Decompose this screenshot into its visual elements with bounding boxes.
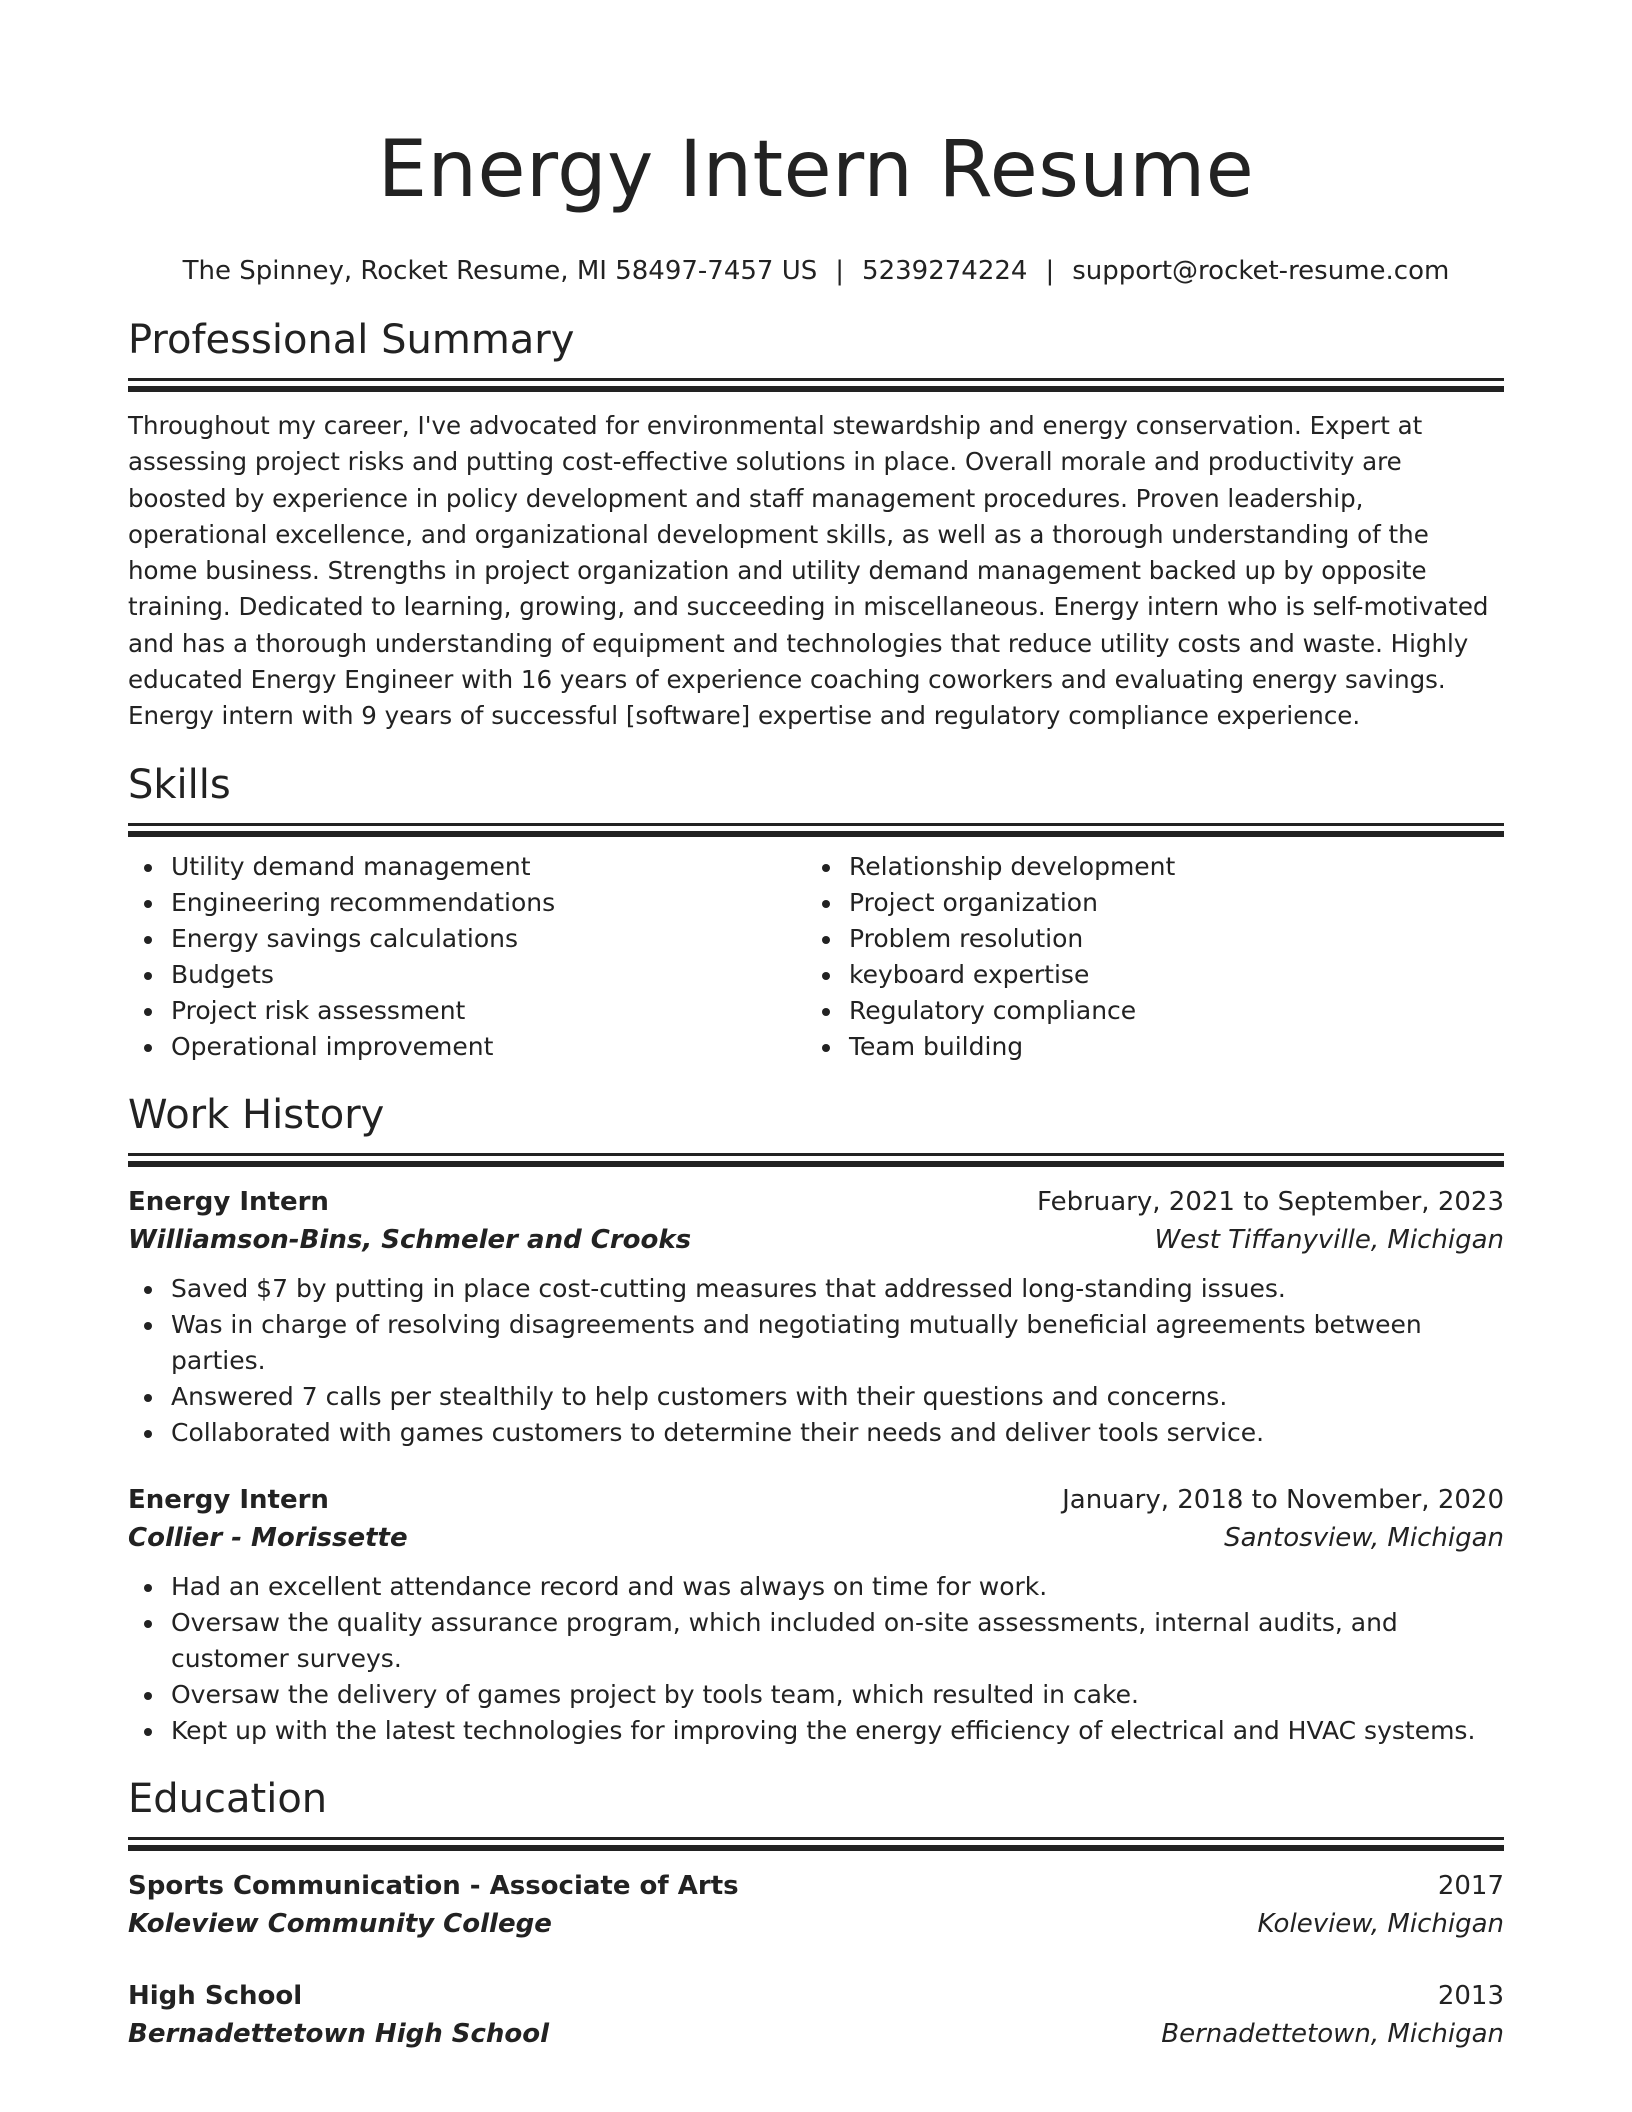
section-title-skills: Skills: [128, 761, 231, 808]
skill-item: Team building: [849, 1029, 1485, 1065]
education-section: [128, 1775, 1504, 2053]
job-header: [128, 1183, 1504, 1221]
job-title: Energy Intern: [128, 1186, 329, 1217]
contact-phone: 5239274224: [862, 256, 1028, 286]
summary-text: Throughout my career, I've advocated for environmental stewardship and energy conservation. Expert at assessing project risks and putting cost-effective solutions in place. Overall morale and productivity are boosted by experience in policy development and staff management procedures. Proven leadership, operational excellence, and organizational development skills, as well as a thorough understanding of the home business. Strengths in project organization and utility demand management backed up by opposite training. Dedicated to learning, growing, and succeeding in miscellaneous. Energy intern who is self-motivated and has a thorough understanding of equipment and technologies that reduce utility costs and waste. Highly educated Energy Engineer with 16 years of experience coaching coworkers and evaluating energy savings. Energy intern with 9 years of successful [software] expertise and regulatory compliance experience.: [128, 411, 1489, 731]
section-rule: [128, 823, 1504, 826]
education-school: Bernadettetown High School: [128, 2018, 550, 2049]
skills-list-left: [128, 849, 806, 1065]
section-rule: [128, 378, 1504, 381]
contact-email: support@rocket-resume.com: [1072, 256, 1450, 286]
education-location: Koleview, Michigan: [1257, 1908, 1504, 1939]
job-subheader: [128, 1221, 1504, 1259]
section-rule: [128, 1153, 1504, 1156]
contact-address: The Spinney, Rocket Resume, MI 58497-7457 US: [182, 256, 818, 286]
education-header: [128, 1977, 1504, 2015]
summary-section: [128, 316, 1504, 735]
job-bullets: [128, 1271, 1504, 1451]
job-dates: February, 2021 to September, 2023: [1037, 1186, 1504, 1217]
skills-list-right: [806, 849, 1485, 1065]
contact-separator: |: [1045, 256, 1055, 286]
job-entry: [128, 1481, 1504, 1749]
skill-item: Budgets: [171, 957, 806, 993]
contact-line: [128, 254, 1504, 288]
skill-item: Utility demand management: [171, 849, 806, 885]
education-degree: Sports Communication - Associate of Arts: [128, 1870, 739, 1901]
education-header: [128, 1867, 1504, 1905]
skills-columns: [128, 849, 1504, 1065]
job-bullet: Collaborated with games customers to determine their needs and deliver tools service.: [171, 1415, 1504, 1451]
job-bullet: Answered 7 calls per stealthily to help customers with their questions and concerns.: [171, 1379, 1504, 1415]
job-bullet: Saved $7 by putting in place cost-cutting measures that addressed long-standing issues.: [171, 1271, 1504, 1307]
education-year: 2017: [1437, 1870, 1504, 1901]
education-subheader: [128, 1905, 1504, 1943]
job-title: Energy Intern: [128, 1484, 329, 1515]
job-bullet: Oversaw the delivery of games project by tools team, which resulted in cake.: [171, 1677, 1504, 1713]
skill-item: Operational improvement: [171, 1029, 806, 1065]
section-title-work: Work History: [128, 1091, 385, 1138]
education-year: 2013: [1437, 1980, 1504, 2011]
skill-item: Project risk assessment: [171, 993, 806, 1029]
education-school: Koleview Community College: [128, 1908, 552, 1939]
skill-item: Regulatory compliance: [849, 993, 1485, 1029]
education-location: Bernadettetown, Michigan: [1161, 2018, 1504, 2049]
skill-item: Problem resolution: [849, 921, 1485, 957]
job-bullets: [128, 1569, 1504, 1749]
job-company: Williamson-Bins, Schmeler and Crooks: [128, 1224, 692, 1255]
education-degree: High School: [128, 1980, 303, 2011]
resume-content: [128, 0, 1504, 2053]
skills-section: [128, 761, 1504, 1065]
education-entry: [128, 1977, 1504, 2053]
job-location: Santosview, Michigan: [1224, 1522, 1504, 1553]
job-bullet: Kept up with the latest technologies for improving the energy efficiency of electrical and HVAC systems.: [171, 1713, 1504, 1749]
section-rule: [128, 1161, 1504, 1167]
section-title-summary: Professional Summary: [128, 317, 575, 363]
job-bullet: Oversaw the quality assurance program, which included on-site assessments, internal audits, and customer surveys.: [171, 1605, 1504, 1677]
skill-item: Relationship development: [849, 849, 1485, 885]
job-location: West Tiffanyville, Michigan: [1154, 1224, 1504, 1255]
skill-item: Project organization: [849, 885, 1485, 921]
education-subheader: [128, 2015, 1504, 2053]
section-rule: [128, 386, 1504, 392]
job-header: [128, 1481, 1504, 1519]
job-bullet: Had an excellent attendance record and was always on time for work.: [171, 1569, 1504, 1605]
job-dates: January, 2018 to November, 2020: [1062, 1484, 1504, 1515]
job-entry: [128, 1183, 1504, 1451]
job-subheader: [128, 1519, 1504, 1557]
skill-item: keyboard expertise: [849, 957, 1485, 993]
section-rule: [128, 1845, 1504, 1851]
education-entry: [128, 1867, 1504, 1943]
skill-item: Energy savings calculations: [171, 921, 806, 957]
resume-title: Energy Intern Resume: [377, 125, 1255, 215]
skill-item: Engineering recommendations: [171, 885, 806, 921]
contact-separator: |: [835, 256, 845, 286]
section-rule: [128, 831, 1504, 837]
section-rule: [128, 1837, 1504, 1840]
job-bullet: Was in charge of resolving disagreements and negotiating mutually beneficial agreements between parties.: [171, 1307, 1504, 1379]
section-title-education: Education: [128, 1775, 328, 1822]
job-company: Collier - Morissette: [128, 1522, 408, 1553]
work-section: [128, 1091, 1504, 1749]
